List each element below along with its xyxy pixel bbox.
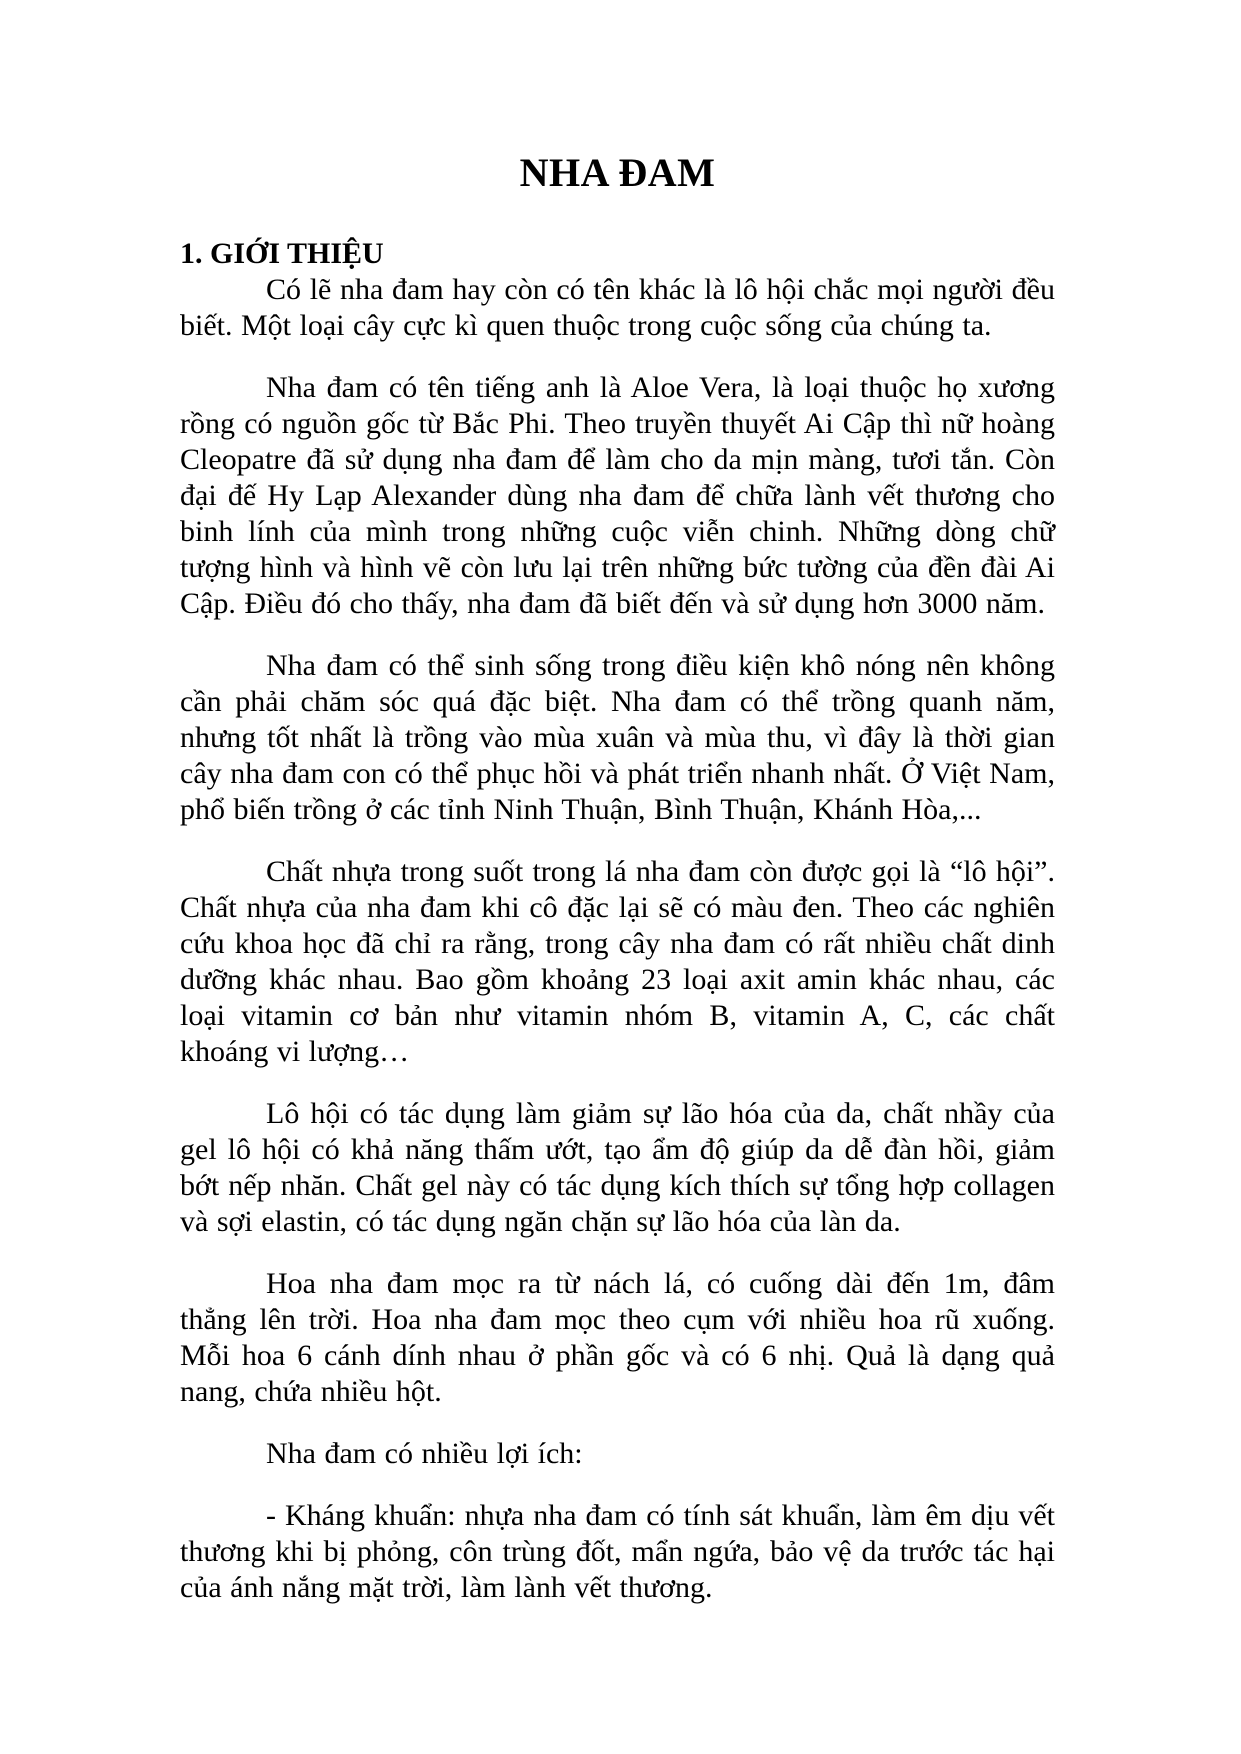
paragraph-intro: Có lẽ nha đam hay còn có tên khác là lô hội chắc mọi người đều biết. Một loại cây cực kì quen thuộc trong cuộc sống của chúng ta. <box>180 273 1055 342</box>
paragraph-antibacterial-bullet: - Kháng khuẩn: nhựa nha đam có tính sát khuẩn, làm êm dịu vết thương khi bị phỏng, côn trùng đốt, mẩn ngứa, bảo vệ da trước tác hại của ánh nắng mặt trời, làm lành vết thương. <box>180 1499 1055 1604</box>
paragraph-growing-conditions: Nha đam có thể sinh sống trong điều kiện khô nóng nên không cần phải chăm sóc quá đặc biệt. Nha đam có thể trồng quanh năm, nhưng tốt nhất là trồng vào mùa xuân và mùa thu, vì đây là thời gian cây nha đam con có thể phục hồi và phát triển nhanh nhất. Ở Việt Nam, phổ biến trồng ở các tỉnh Ninh Thuận, Bình Thuận, Khánh Hòa,... <box>180 649 1055 826</box>
section-heading: 1. GIỚI THIỆU <box>180 237 384 270</box>
paragraph-origin-history: Nha đam có tên tiếng anh là Aloe Vera, là loại thuộc họ xương rồng có nguồn gốc từ Bắc Phi. Theo truyền thuyết Ai Cập thì nữ hoàng Cleopatre đã sử dụng nha đam để làm cho da mịn màng, tươi tắn. Còn đại đế Hy Lạp Alexander dùng nha đam để chữa lành vết thương cho binh lính của mình trong những cuộc viễn chinh. Những dòng chữ tượng hình và hình vẽ còn lưu lại trên những bức tường của đền đài Ai Cập. Điều đó cho thấy, nha đam đã biết đến và sử dụng hơn 3000 năm. <box>180 371 1055 620</box>
paragraph-skin-benefits: Lô hội có tác dụng làm giảm sự lão hóa của da, chất nhầy của gel lô hội có khả năng thấm ướt, tạo ẩm độ giúp da dễ đàn hồi, giảm bớt nếp nhăn. Chất gel này có tác dụng kích thích sự tổng hợp collagen và sợi elastin, có tác dụng ngăn chặn sự lão hóa của làn da. <box>180 1097 1055 1238</box>
document-title: NHA ĐAM <box>519 150 716 195</box>
paragraph-flower-description: Hoa nha đam mọc ra từ nách lá, có cuống dài đến 1m, đâm thẳng lên trời. Hoa nha đam mọc theo cụm với nhiều hoa rũ xuống. Mỗi hoa 6 cánh dính nhau ở phần gốc và có 6 nhị. Quả là dạng quả nang, chứa nhiều hột. <box>180 1267 1055 1408</box>
paragraph-benefits-lead-in: Nha đam có nhiều lợi ích: <box>266 1437 583 1470</box>
paragraph-sap-nutrients: Chất nhựa trong suốt trong lá nha đam còn được gọi là “lô hội”. Chất nhựa của nha đam khi cô đặc lại sẽ có màu đen. Theo các nghiên cứu khoa học đã chỉ ra rằng, trong cây nha đam có rất nhiều chất dinh dưỡng khác nhau. Bao gồm khoảng 23 loại axit amin khác nhau, các loại vitamin cơ bản như vitamin nhóm B, vitamin A, C, các chất khoáng vi lượng… <box>180 855 1055 1068</box>
